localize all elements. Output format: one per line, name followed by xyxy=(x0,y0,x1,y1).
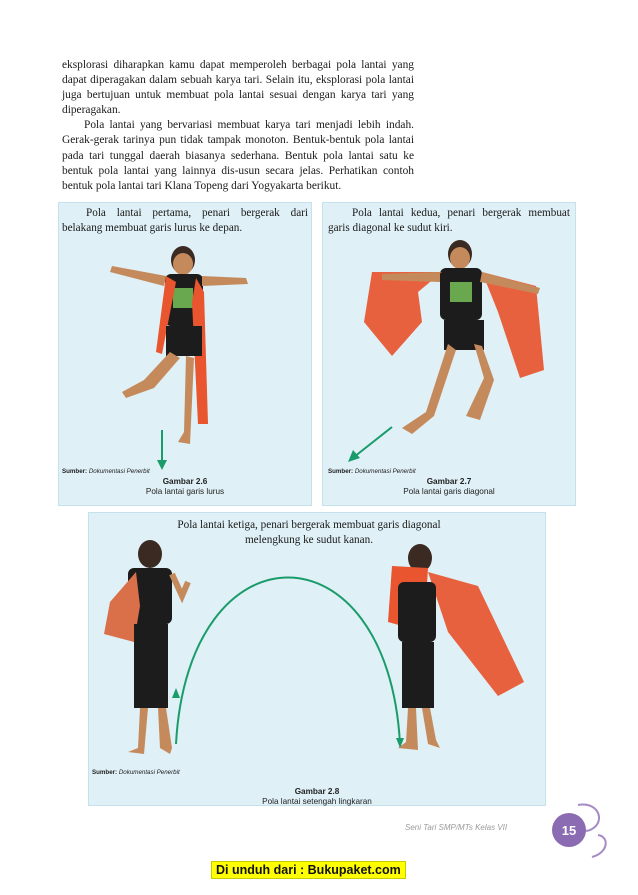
figure-2-caption: Pola lantai kedua, penari bergerak membuat garis diagonal ke sudut kiri. xyxy=(328,207,570,234)
figure-1-title: Gambar 2.6 xyxy=(162,477,208,486)
figure-1-source: Sumber: Dokumentasi Penerbit xyxy=(62,468,150,475)
figure-3-subtitle: Pola lantai setengah lingkaran xyxy=(262,797,372,806)
dancer-3b-figure xyxy=(388,544,524,750)
figure-2-title: Gambar 2.7 xyxy=(426,477,472,486)
curved-arrow xyxy=(176,578,400,745)
dancer-3a-figure xyxy=(104,540,188,754)
download-banner[interactable]: Di unduh dari : Bukupaket.com xyxy=(211,861,406,879)
paragraph-2: Pola lantai yang bervariasi membuat karya tari menjadi lebih indah. Gerak-gerak tarinya pun tidak tampak monoton. Bentuk-bentuk pola lantai pada tari tunggal daerah biasanya sederhana. Bentuk pola lantai satu ke bentuk pola lantai yang lainnya dis-usun secara jelas. Perhatikan contoh bentuk pola lantai tari Klana Topeng dari Yogyakarta berikut. xyxy=(62,119,414,192)
figure-2-source: Sumber: Dokumentasi Penerbit xyxy=(328,468,416,475)
body-text xyxy=(62,58,414,194)
figure-1-caption: Pola lantai pertama, penari bergerak dari belakang membuat garis lurus ke depan. xyxy=(62,207,308,234)
dancer-2-illustration xyxy=(322,202,576,506)
figure-3-source: Sumber: Dokumentasi Penerbit xyxy=(92,769,180,776)
dancer-2-figure xyxy=(364,240,544,434)
figure-1-subtitle: Pola lantai garis lurus xyxy=(145,487,225,496)
dancer-1-illustration xyxy=(58,202,312,506)
footer-book-title: Seni Tari SMP/MTs Kelas VII xyxy=(405,823,508,832)
figure-2-subtitle: Pola lantai garis diagonal xyxy=(403,487,495,496)
figure-3-title: Gambar 2.8 xyxy=(294,787,340,796)
diagonal-arrow xyxy=(354,427,392,457)
page-number: 15 xyxy=(552,813,586,847)
paragraph-1: eksplorasi diharapkan kamu dapat memperoleh berbagai pola lantai yang dapat diperagakan dalam sebuah karya tari. Selain itu, eksplorasi pola lantai juga bertujuan untuk membuat pola lantai sesuai dengan karya tari yang diperagakan. xyxy=(62,59,414,117)
dancer-1-figure xyxy=(110,246,248,444)
figure-3-caption: Pola lantai ketiga, penari bergerak membuat garis diagonal melengkung ke sudut kanan. xyxy=(177,519,441,546)
dancers-3-illustration xyxy=(88,512,546,806)
